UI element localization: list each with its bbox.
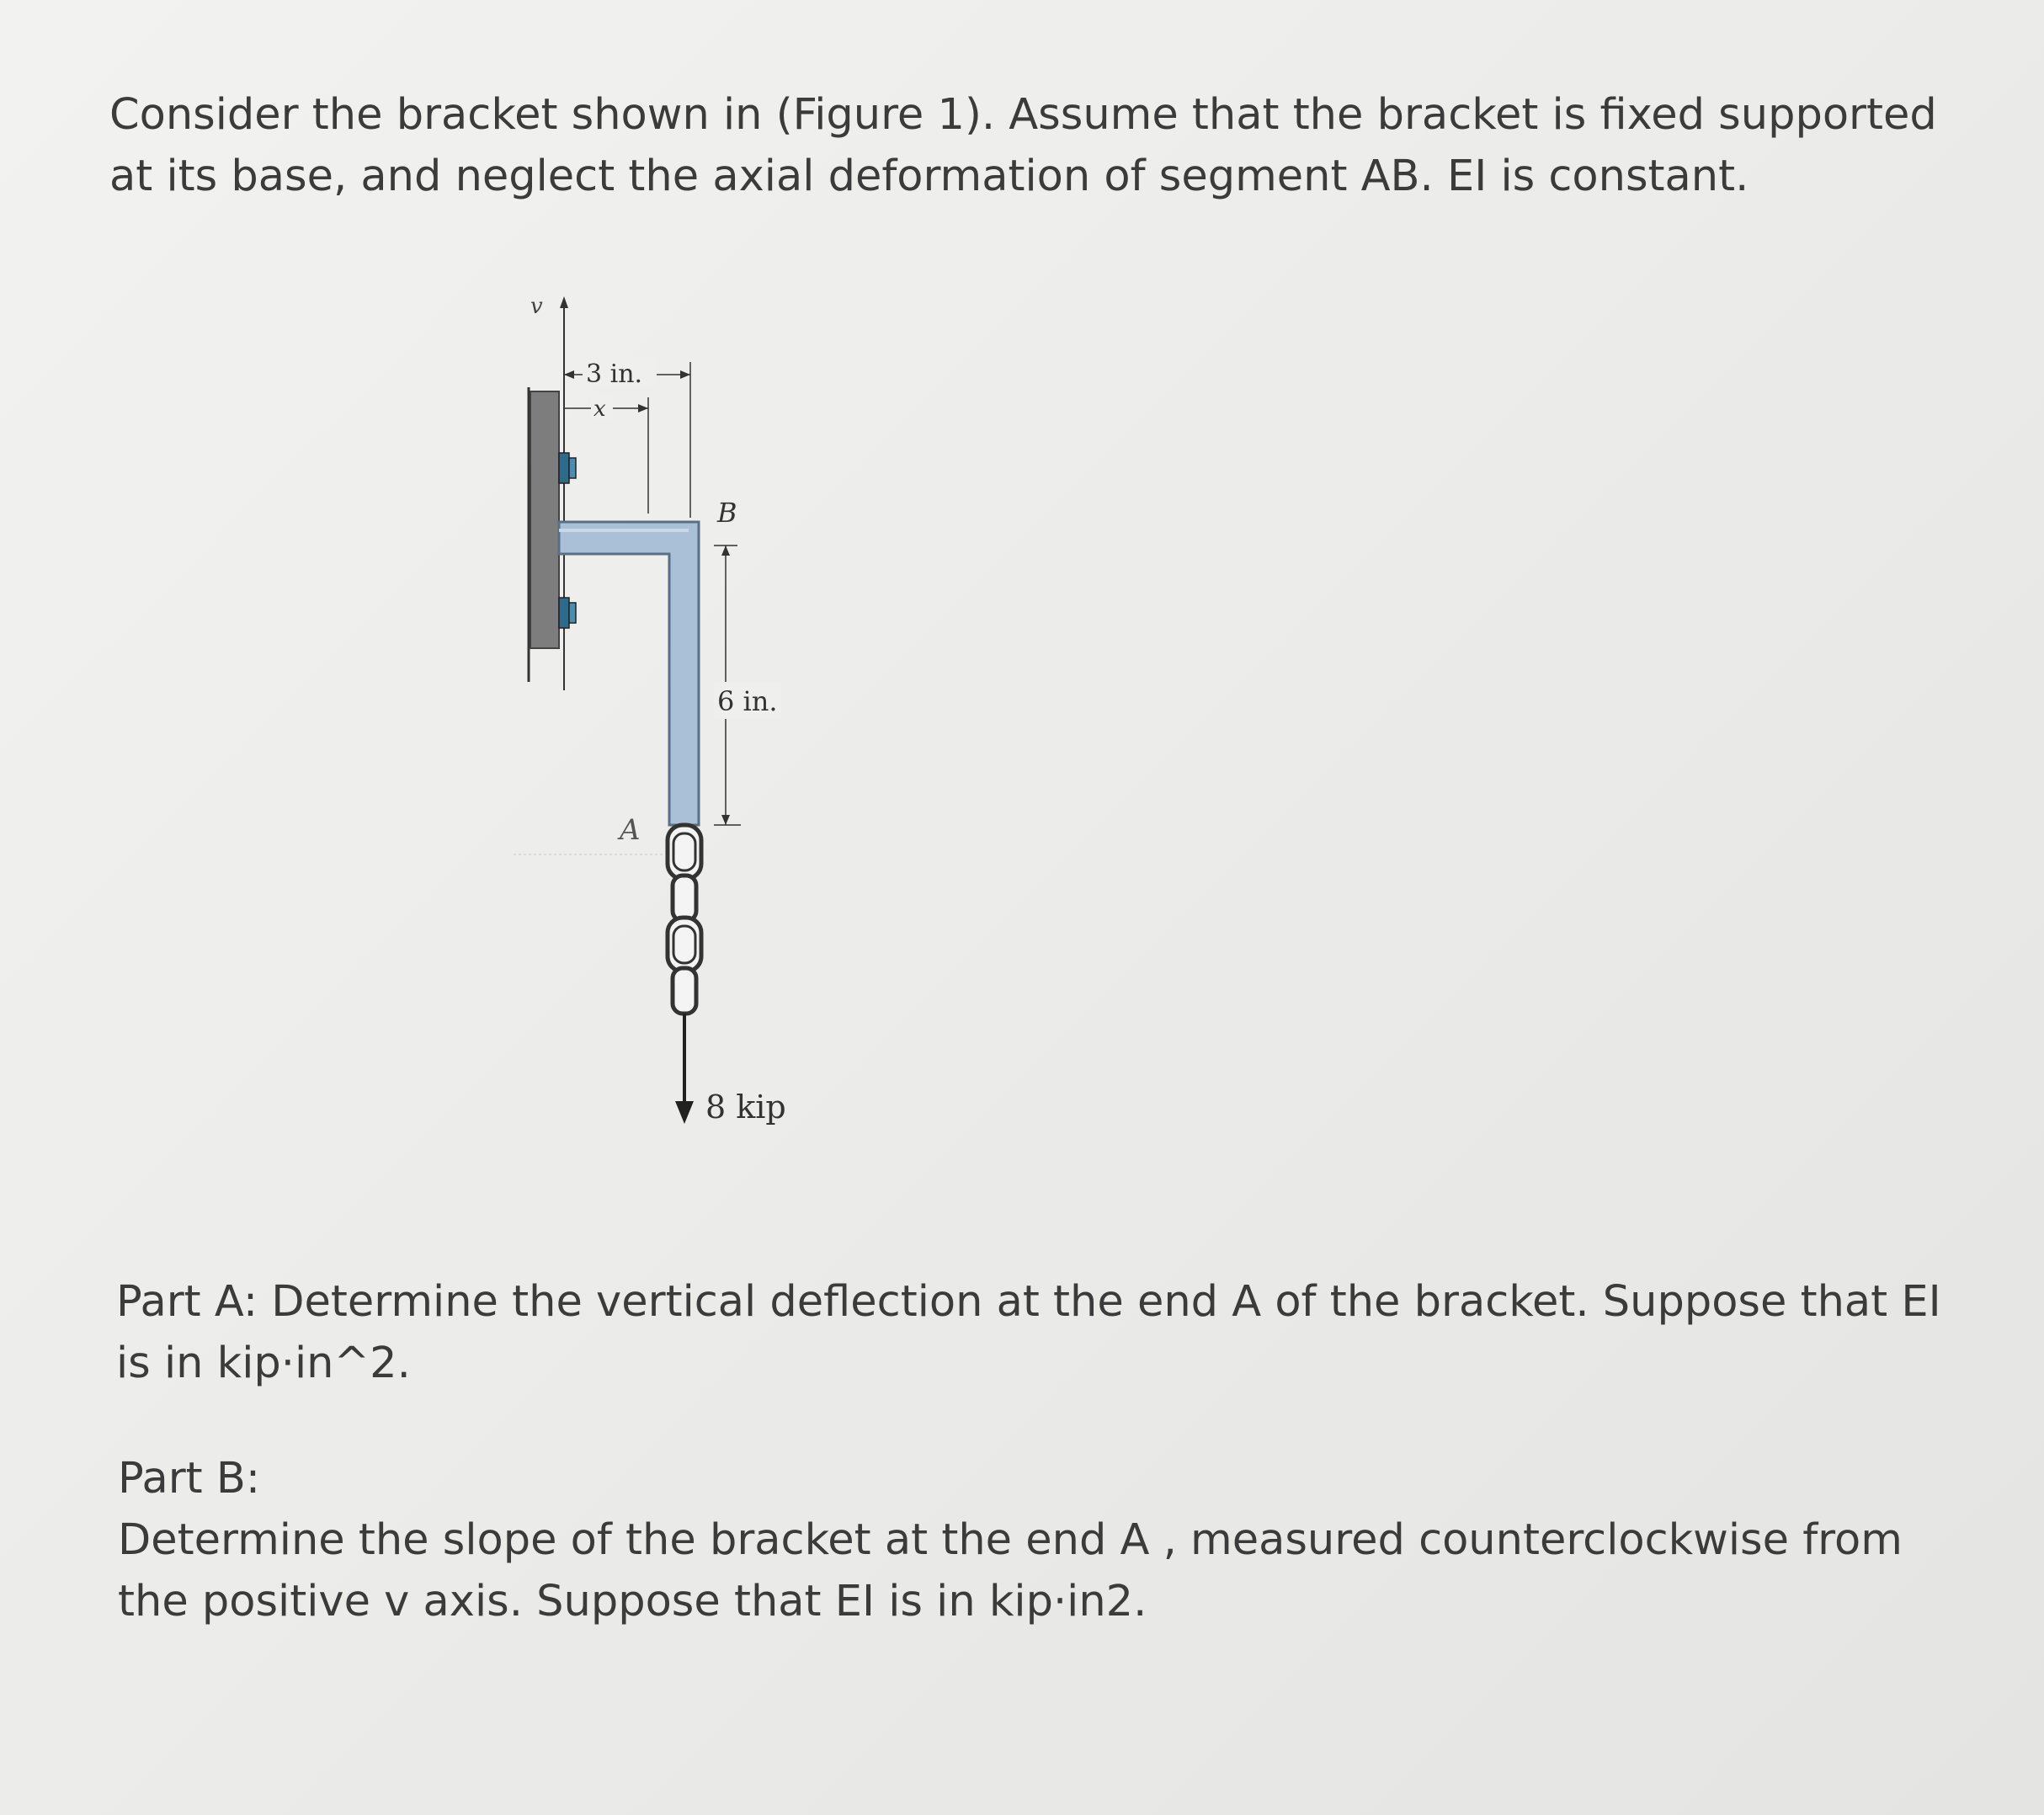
- v-axis-label: v: [530, 294, 543, 319]
- problem-intro: Consider the bracket shown in (Figure 1). Assume that the bracket is fixed supported at its base, and neglect the axial deformation of segment AB. EI is constant.: [109, 90, 1937, 201]
- bolt-bottom-icon: [559, 598, 576, 628]
- dim-3in-label: 3 in.: [586, 359, 643, 389]
- load-arrow-head: [675, 1101, 694, 1124]
- part-b-text: Determine the slope of the bracket at the end A , measured counterclockwise from the positive v axis. Suppose that EI is in kip·in2.: [118, 1515, 1903, 1626]
- point-a-label: A: [620, 813, 641, 847]
- bracket-diagram: [497, 278, 850, 1170]
- dim-x-label: x: [594, 397, 606, 422]
- bracket-figure: [497, 278, 850, 1170]
- dim-6in-label: 6 in.: [717, 685, 778, 717]
- v-axis-arrow: [560, 296, 568, 308]
- point-b-label: B: [717, 497, 737, 529]
- dim-3in-arrow-left: [564, 370, 574, 379]
- bolt-top-icon: [559, 453, 576, 483]
- dim-x-arrow: [638, 404, 648, 412]
- bracket-body: [559, 522, 699, 825]
- dim-6in-arrow-top: [721, 546, 730, 556]
- load-label: 8 kip: [705, 1088, 786, 1126]
- chain-icon: [668, 825, 701, 1014]
- dim-6in-arrow-bottom: [721, 815, 730, 825]
- wall-plate: [530, 391, 559, 648]
- part-a-question: Part A: Determine the vertical deflection at the end A of the bracket. Suppose that EI is in kip·in^2.: [116, 1277, 1941, 1388]
- part-b-heading: Part B:: [118, 1454, 261, 1504]
- dim-3in-arrow-right: [680, 370, 690, 379]
- part-b-question: [118, 1448, 1953, 1632]
